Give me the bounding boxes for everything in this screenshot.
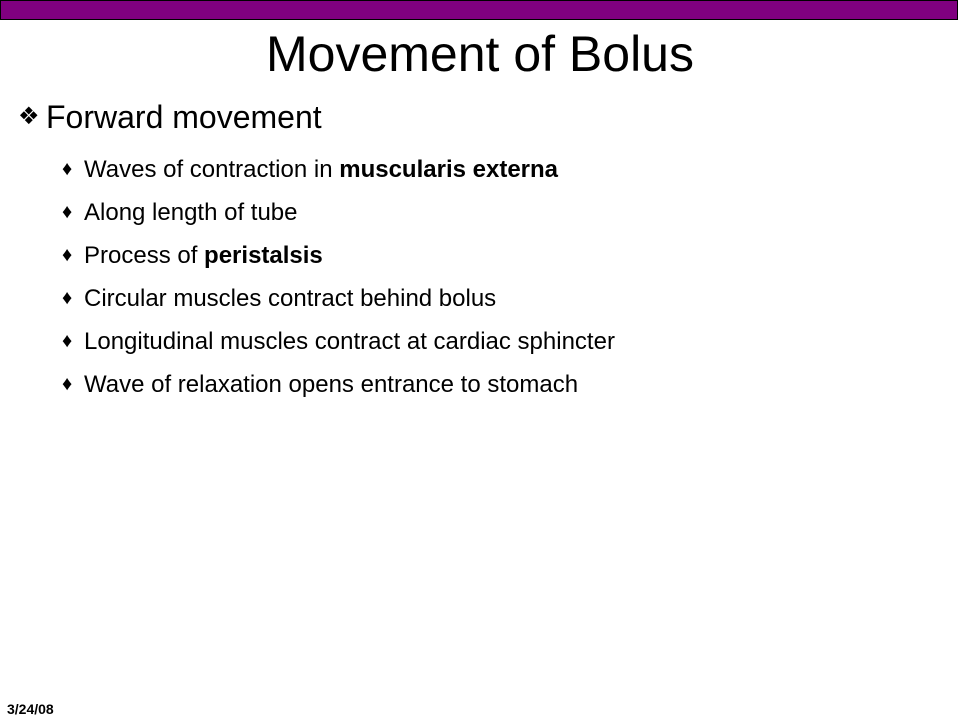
sub-bullet-item: [62, 320, 615, 363]
bullet-level1: [18, 94, 322, 140]
diamond-bullet-icon: ♦: [62, 330, 73, 352]
sub-bullet-text: Process of peristalsis: [84, 242, 323, 269]
sub-bullet-item: [62, 191, 615, 234]
slide-title: Movement of Bolus: [266, 26, 694, 82]
emphasis-text: peristalsis: [204, 242, 323, 269]
sub-bullet-item: [62, 363, 615, 406]
bullet-level1-text: Forward movement: [46, 99, 322, 135]
diamond-bullet-icon: ♦: [62, 244, 73, 266]
sub-bullet-text: Waves of contraction in muscularis externa: [84, 156, 559, 183]
sub-bullet-item: [62, 234, 615, 277]
top-accent-bar: [0, 0, 958, 20]
sub-bullet-list: [62, 148, 615, 406]
sub-bullet-item: [62, 277, 615, 320]
diamond-bullet-icon: ♦: [62, 201, 73, 223]
sub-bullet-text: Wave of relaxation opens entrance to stomach: [84, 371, 579, 398]
sub-bullet-item: [62, 148, 615, 191]
diamond-bullet-icon: ♦: [62, 158, 73, 180]
sub-bullet-text: Circular muscles contract behind bolus: [84, 285, 497, 312]
diamond-bullet-icon: ♦: [62, 287, 73, 309]
emphasis-text: muscularis externa: [339, 156, 559, 183]
slide-date: 3/24/08: [7, 701, 54, 717]
sub-bullet-text: Longitudinal muscles contract at cardiac sphincter: [84, 328, 615, 355]
diamond-bullet-icon: ♦: [62, 373, 73, 395]
sub-bullet-text: Along length of tube: [84, 199, 298, 226]
diamond-four-petal-icon: ❖: [18, 103, 40, 130]
